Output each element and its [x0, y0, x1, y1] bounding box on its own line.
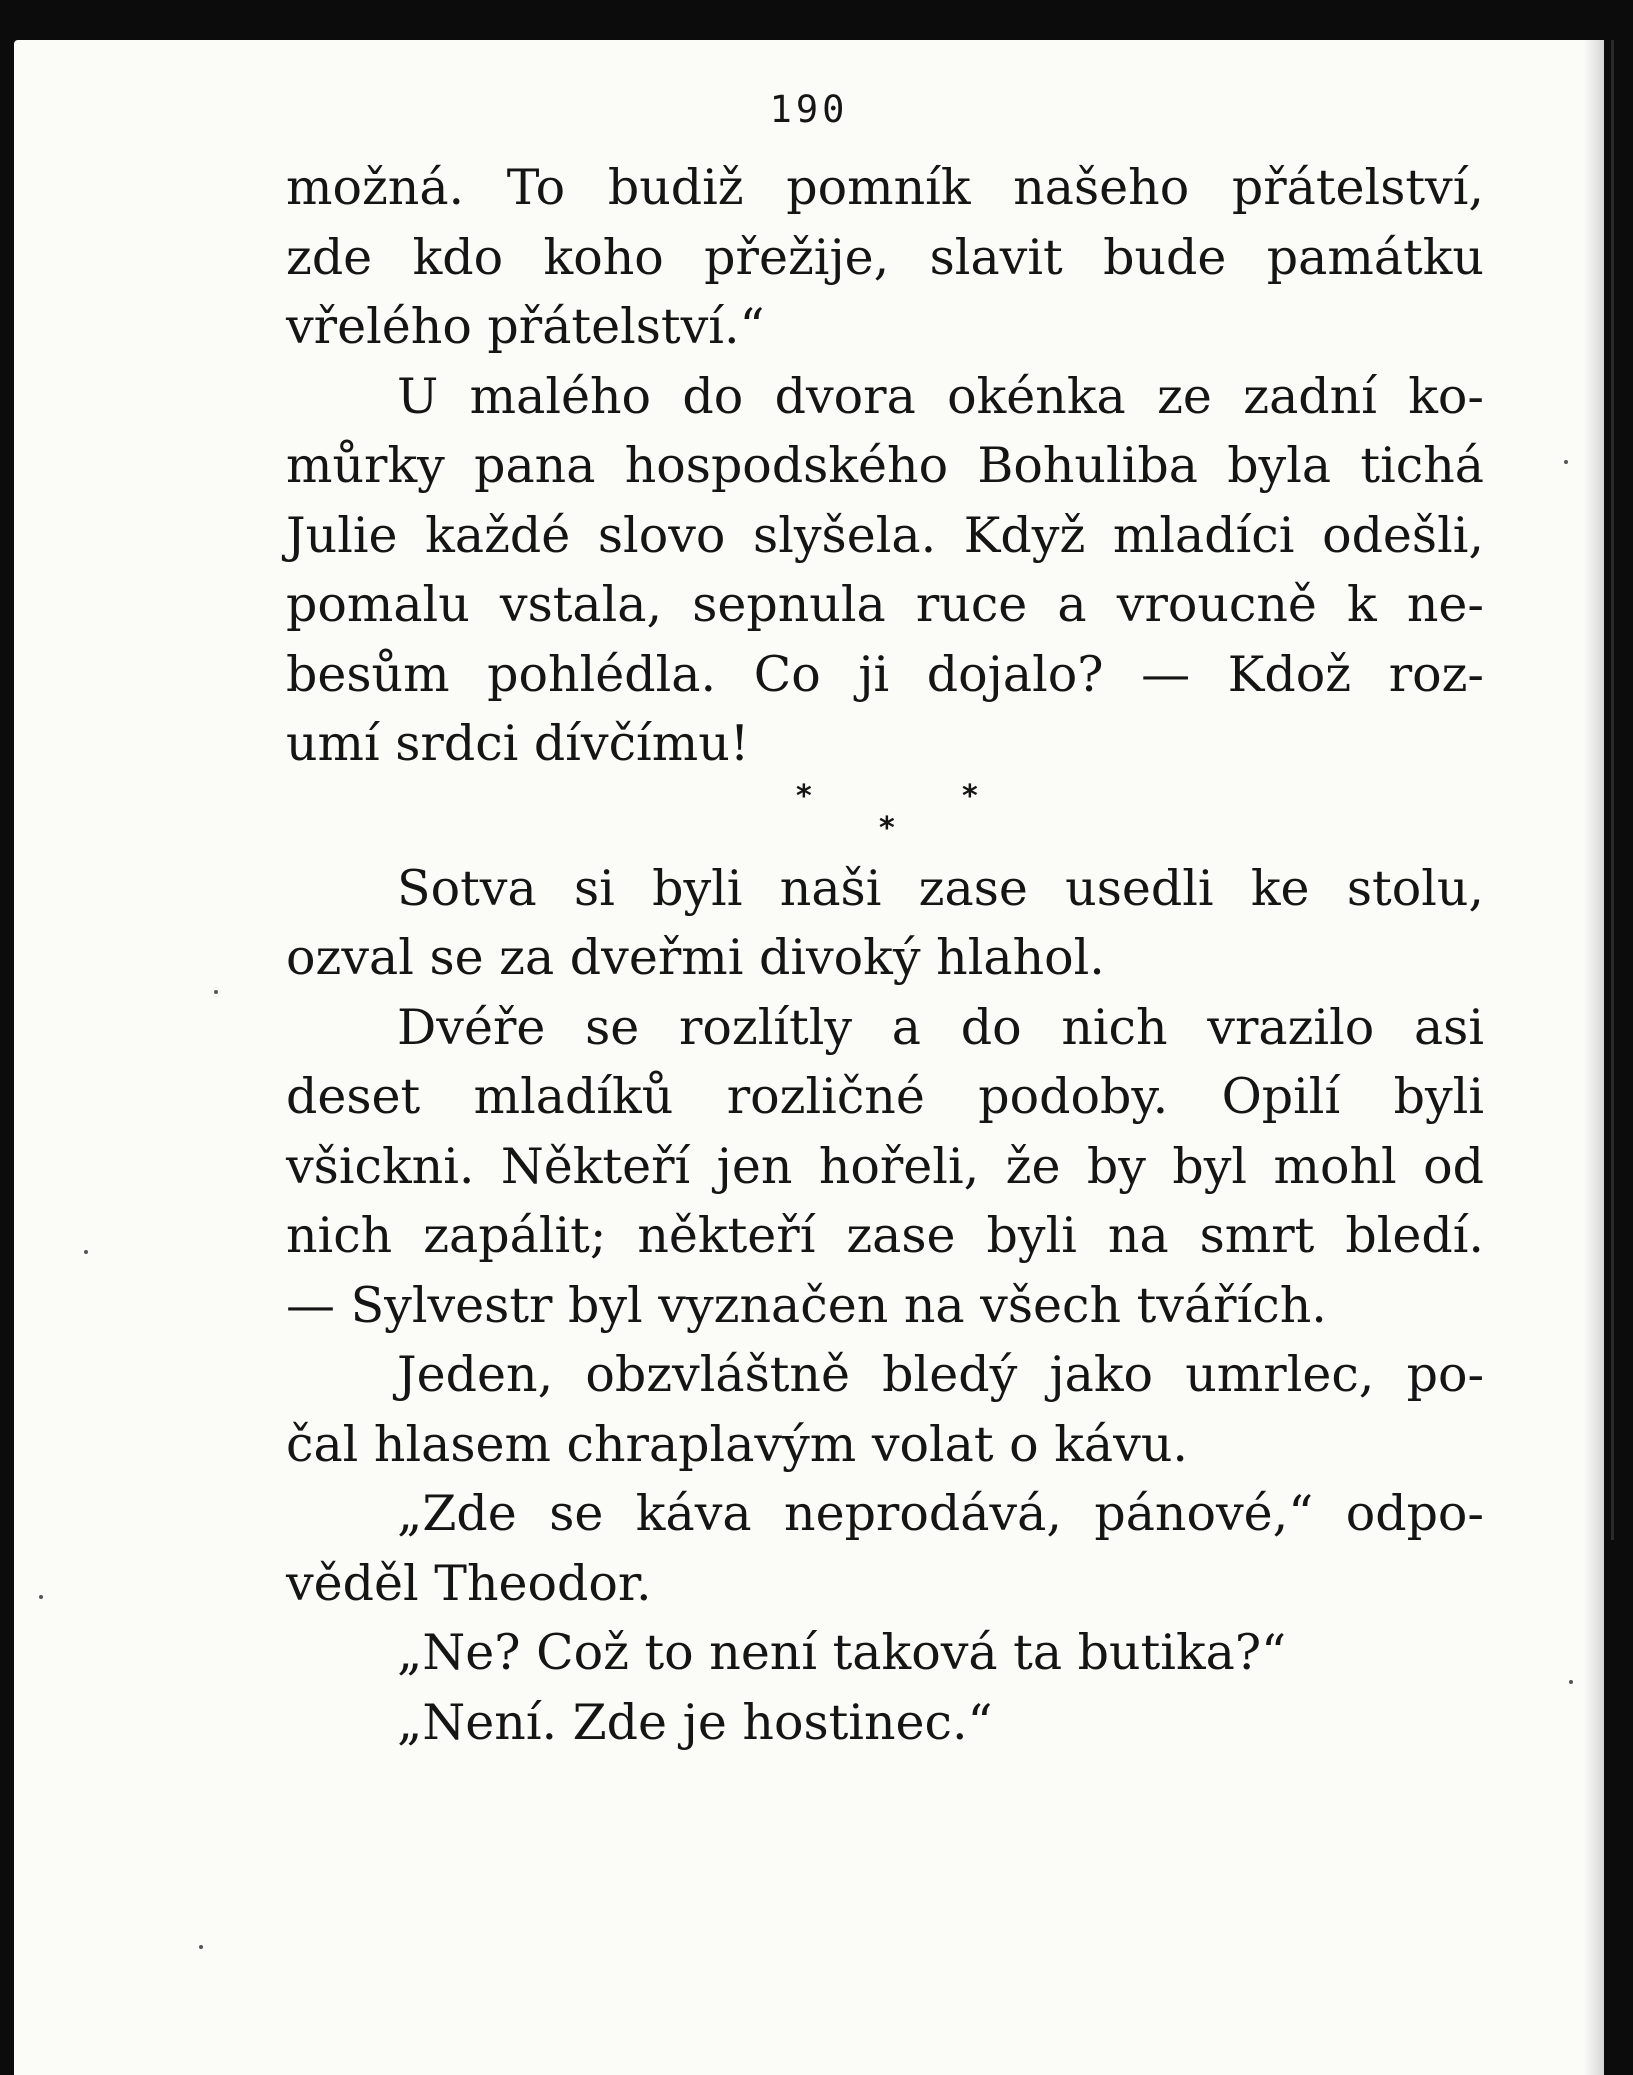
- text-line: čal hlasem chraplavým volat o kávu.: [286, 1415, 1188, 1473]
- text-line: můrky pana hospodského Bohuliba byla tichá: [286, 437, 1484, 494]
- book-page: [14, 40, 1604, 2075]
- paragraph-8: [286, 1688, 1484, 1758]
- paper-speck: [1564, 460, 1568, 464]
- text-line: možná. To budiž pomník našeho přátelství,: [286, 159, 1484, 216]
- paragraph-6: [286, 1479, 1484, 1618]
- paragraph-5: [286, 1340, 1484, 1479]
- asterisk-icon: *: [962, 778, 978, 814]
- paper-speck: [1569, 1680, 1573, 1684]
- text-line: zde kdo koho přežije, slavit bude památku: [286, 228, 1484, 286]
- text-line: pomalu vstala, sepnula ruce a vroucně k ne-: [286, 576, 1484, 633]
- paragraph-2: [286, 362, 1484, 779]
- section-separator: [286, 779, 1484, 854]
- paper-speck: [199, 1945, 203, 1949]
- paper-speck: [84, 1250, 88, 1254]
- asterisk-icon: *: [796, 778, 812, 814]
- paragraph-4: [286, 993, 1484, 1341]
- page-edge-rule: [1611, 40, 1614, 1540]
- text-line: „Zde se káva neprodává, pánové,“ odpo-: [397, 1485, 1484, 1542]
- page-edge-shadow: [1584, 40, 1604, 2075]
- paragraph-1: [286, 153, 1484, 362]
- text-line: U malého do dvora okénka ze zadní ko-: [397, 367, 1484, 425]
- text-line: — Sylvestr byl vyznačen na všech tvářích.: [286, 1276, 1327, 1334]
- text-line: „Není. Zde je hostinec.“: [397, 1693, 993, 1751]
- paper-speck: [39, 1595, 43, 1599]
- text-line: umí srdci dívčímu!: [286, 715, 750, 772]
- text-line: ozval se za dveřmi divoký hlahol.: [286, 929, 1105, 986]
- asterisk-icon: *: [879, 810, 895, 846]
- text-line: Dvéře se rozlítly a do nich vrazilo asi: [397, 998, 1484, 1056]
- text-line: nich zapálit; někteří zase byli na smrt bledí.: [286, 1207, 1484, 1264]
- text-line: věděl Theodor.: [286, 1554, 652, 1612]
- paragraph-7: [286, 1618, 1484, 1688]
- text-line: „Ne? Což to není taková ta butika?“: [397, 1624, 1287, 1681]
- paper-speck: [214, 990, 218, 994]
- body-text: [286, 153, 1484, 1757]
- page-number: 190: [769, 88, 849, 131]
- text-line: besům pohlédla. Co ji dojalo? — Kdož roz-: [286, 645, 1484, 703]
- paragraph-3: [286, 854, 1484, 993]
- text-line: Jeden, obzvláštně bledý jako umrlec, po-: [397, 1346, 1484, 1403]
- text-line: Sotva si byli naši zase usedli ke stolu,: [397, 859, 1484, 917]
- text-line: Julie každé slovo slyšela. Když mladíci odešli,: [286, 506, 1484, 564]
- text-line: všickni. Někteří jen hořeli, že by byl mohl od: [286, 1137, 1484, 1195]
- text-line: deset mladíků rozličné podoby. Opilí byli: [286, 1068, 1484, 1125]
- text-line: vřelého přátelství.“: [286, 298, 765, 355]
